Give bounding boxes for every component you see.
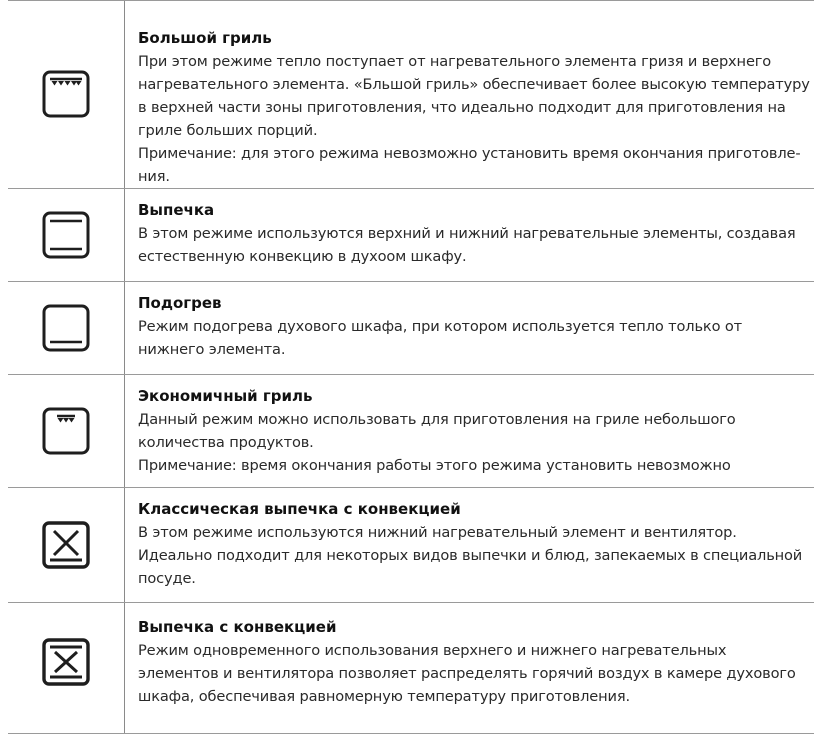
table-row	[8, 487, 814, 602]
mode-description: Режим подогрева духового шкафа, при котором используется тепло только от нижнего элемента.	[138, 318, 742, 358]
mode-description: В этом режиме используются верхний и нижний нагревательные элементы, создавая естественную конвекцию в духоом шкафу.	[138, 225, 796, 265]
fan-bottom-heat-icon	[42, 521, 90, 569]
mode-title: Экономичный гриль	[138, 387, 313, 405]
mode-description: Режим одновременного использования верхнего и нижнего нагревательных элементов и вентилятора позволяет распределять горячий воздух в камере духового шкафа, обеспечивая равномерную температуру приготовления.	[138, 642, 796, 705]
table-row	[8, 281, 814, 374]
mode-description: В этом режиме используются нижний нагревательный элемент и вентилятор. Идеально подходит для некоторых видов выпечки и блюд, запекаемых в специальной посуде.	[138, 524, 803, 587]
table-row	[8, 0, 814, 188]
row-divider	[8, 733, 814, 734]
table-row	[8, 374, 814, 487]
large-grill-icon	[42, 70, 90, 118]
table-row	[8, 602, 814, 733]
bottom-heat-icon	[42, 304, 90, 352]
mode-title: Выпечка	[138, 201, 215, 219]
fan-top-bottom-heat-icon	[42, 638, 90, 686]
mode-description: При этом режиме тепло поступает от нагревательного элемента гризя и верхнего нагревательного элемента. «Бльшой гриль» обеспечивает более высокую температуру в верхней части зоны приготовления, что идеально подходит для приготовления на гриле больших порций. Примечание: для этого режима невозможно установить время окончания приготовле- ния.	[138, 53, 810, 185]
table-row	[8, 188, 814, 281]
mode-title: Выпечка с конвекцией	[138, 618, 337, 636]
top-bottom-heat-icon	[42, 211, 90, 259]
mode-title: Большой гриль	[138, 29, 272, 47]
oven-modes-table	[8, 0, 814, 734]
mode-title: Классическая выпечка с конвекцией	[138, 500, 461, 518]
eco-grill-icon	[42, 407, 90, 455]
mode-description: Данный режим можно использовать для приготовления на гриле небольшого количества продуктов. Примечание: время окончания работы этого режима установить невозможно	[138, 411, 736, 474]
mode-title: Подогрев	[138, 294, 222, 312]
